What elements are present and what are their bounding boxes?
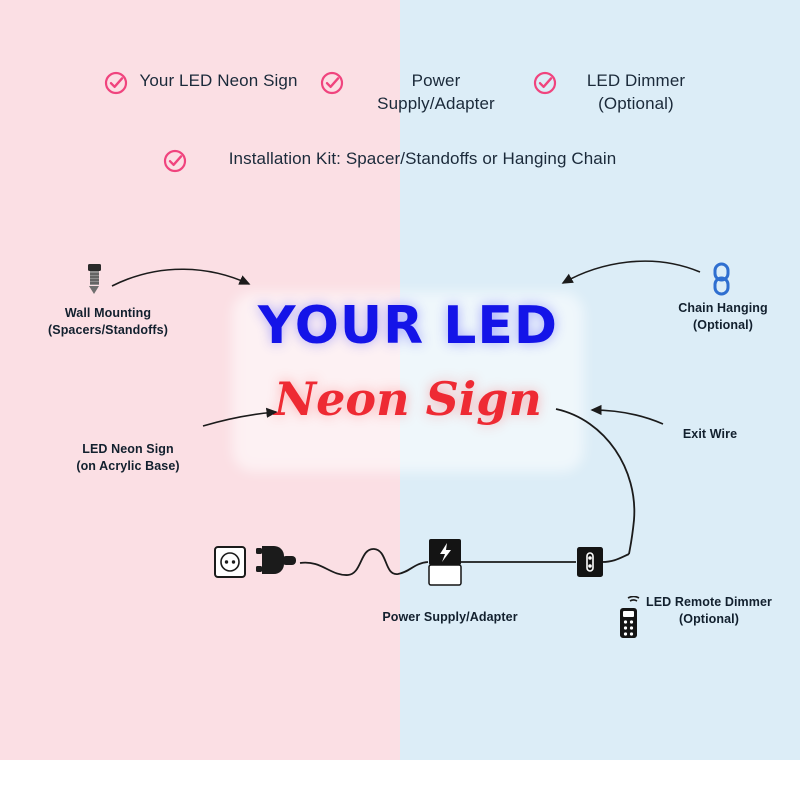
- callout-power-supply: [355, 609, 545, 626]
- checklist-item-1: [104, 70, 304, 95]
- adapter-brick-icon: [428, 538, 462, 591]
- callout-led-neon-sign-line2: (on Acrylic Base): [76, 458, 180, 473]
- check-circle-icon: [533, 71, 557, 95]
- checklist-item-2: [320, 70, 520, 116]
- callout-wall-mounting-line2: (Spacers/Standoffs): [48, 322, 168, 337]
- checklist-item-3: [533, 70, 708, 116]
- callout-led-remote-dimmer-line1: LED Remote Dimmer: [645, 595, 773, 609]
- check-circle-icon: [320, 71, 344, 95]
- checklist-item-1-label: Your LED Neon Sign: [139, 71, 298, 90]
- checklist-item-3-label: LED Dimmer (Optional): [586, 71, 686, 113]
- callout-wall-mounting: [18, 305, 198, 339]
- checklist-item-4-label: Installation Kit: Spacer/Standoffs or Hanging Chain: [228, 149, 617, 168]
- callout-exit-wire: [655, 426, 765, 443]
- callout-led-remote-dimmer-line2: (Optional): [678, 611, 739, 626]
- background-bottom-strip: [0, 760, 800, 800]
- dimmer-box-icon: [576, 546, 604, 583]
- neon-sign-text-bottom: Neon Sign: [274, 372, 542, 426]
- callout-chain-hanging: [638, 300, 800, 334]
- power-plug-icon: [252, 542, 304, 587]
- wall-outlet-icon: [214, 546, 246, 583]
- chain-link-icon: [706, 262, 738, 301]
- callout-power-supply-line1: Power Supply/Adapter: [382, 610, 518, 624]
- screw-bolt-icon: [82, 262, 108, 307]
- checklist-item-4: [163, 148, 653, 173]
- neon-sign-text-top: YOUR LED: [257, 296, 559, 356]
- check-circle-icon: [163, 149, 187, 173]
- checklist-item-2-label: Power Supply/Adapter: [377, 71, 495, 113]
- callout-wall-mounting-line1: Wall Mounting: [64, 306, 152, 320]
- callout-led-neon-sign: [48, 441, 208, 475]
- callout-chain-hanging-line1: Chain Hanging: [678, 301, 768, 315]
- check-circle-icon: [104, 71, 128, 95]
- callout-chain-hanging-line2: (Optional): [692, 317, 753, 332]
- callout-exit-wire-line1: Exit Wire: [682, 427, 738, 441]
- callout-led-remote-dimmer: [644, 594, 774, 628]
- callout-led-neon-sign-line1: LED Neon Sign: [82, 442, 174, 456]
- remote-control-icon: [612, 596, 644, 647]
